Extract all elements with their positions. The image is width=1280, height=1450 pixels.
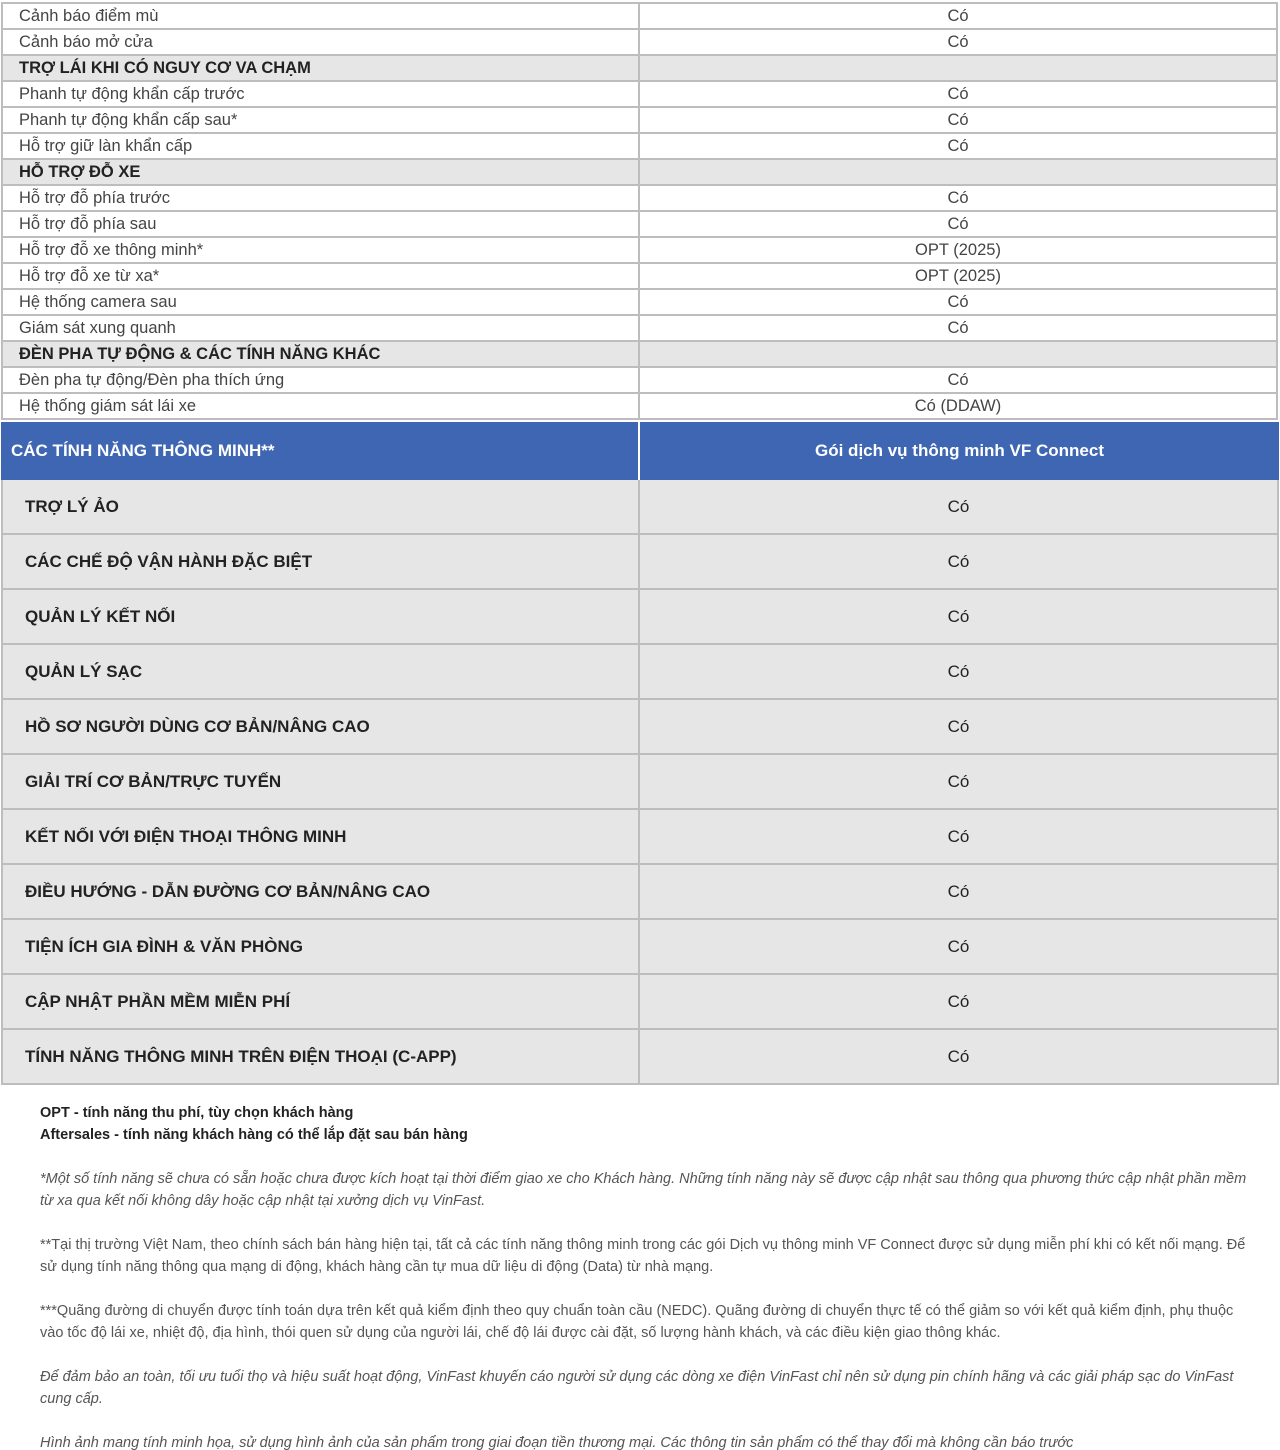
spec-value: Có bbox=[640, 212, 1278, 236]
footnote-3: ***Quãng đường di chuyển được tính toán dựa trên kết quả kiểm định theo quy chuẩn toàn cầu (NEDC). Quãng đường di chuyển thực tế có thể giảm so với kết quả kiểm định, phụ thuộc vào tốc độ lái xe, nhiệt độ, địa hình, thói quen sử dụng của người lái, chế độ lái được cài đặt, số lượng hành khách, và các điều kiện giao thông khác. bbox=[40, 1303, 1234, 1341]
smart-feature-row bbox=[3, 755, 1277, 810]
smart-feature-label: ĐIỀU HƯỚNG - DẪN ĐƯỜNG CƠ BẢN/NÂNG CAO bbox=[3, 865, 640, 918]
spec-value bbox=[640, 342, 1278, 366]
spec-section-row bbox=[1, 56, 1278, 82]
smart-feature-row bbox=[3, 700, 1277, 755]
smart-feature-row bbox=[3, 535, 1277, 590]
spec-row bbox=[1, 368, 1278, 394]
spec-row bbox=[1, 30, 1278, 56]
spec-label: Giám sát xung quanh bbox=[1, 316, 640, 340]
spec-row bbox=[1, 108, 1278, 134]
spec-value: Có bbox=[640, 4, 1278, 28]
spec-row bbox=[1, 264, 1278, 290]
spec-row bbox=[1, 134, 1278, 160]
spec-section-row bbox=[1, 160, 1278, 186]
legend-opt: OPT - tính năng thu phí, tùy chọn khách hàng bbox=[40, 1105, 354, 1121]
spec-row bbox=[1, 394, 1278, 420]
spec-label: Đèn pha tự động/Đèn pha thích ứng bbox=[1, 368, 640, 392]
smart-feature-label: CÁC CHẾ ĐỘ VẬN HÀNH ĐẶC BIỆT bbox=[3, 535, 640, 588]
smart-feature-row bbox=[3, 810, 1277, 865]
spec-value: Có bbox=[640, 316, 1278, 340]
smart-feature-value: Có bbox=[947, 991, 970, 1011]
smart-features-body bbox=[1, 480, 1279, 1085]
spec-label: Hỗ trợ giữ làn khẩn cấp bbox=[1, 134, 640, 158]
spec-row bbox=[1, 212, 1278, 238]
spec-value: Có bbox=[640, 186, 1278, 210]
smart-feature-label: KẾT NỐI VỚI ĐIỆN THOẠI THÔNG MINH bbox=[3, 810, 640, 863]
spec-value: Có bbox=[640, 30, 1278, 54]
smart-feature-row bbox=[3, 480, 1277, 535]
smart-feature-label: TÍNH NĂNG THÔNG MINH TRÊN ĐIỆN THOẠI (C-APP) bbox=[3, 1030, 640, 1083]
legend-aftersales: Aftersales - tính năng khách hàng có thể lắp đặt sau bán hàng bbox=[40, 1127, 468, 1143]
smart-feature-value: Có bbox=[947, 716, 970, 736]
spec-value: OPT (2025) bbox=[640, 238, 1278, 262]
footnote-5: Hình ảnh mang tính minh họa, sử dụng hình ảnh của sản phẩm trong giai đoạn tiền thương mại. Các thông tin sản phẩm có thể thay đổi mà không cần báo trước bbox=[40, 1435, 1074, 1450]
smart-feature-label: HỒ SƠ NGƯỜI DÙNG CƠ BẢN/NÂNG CAO bbox=[3, 700, 640, 753]
spec-value: Có bbox=[640, 368, 1278, 392]
spec-value bbox=[640, 160, 1278, 184]
smart-feature-value: Có bbox=[947, 771, 970, 791]
smart-feature-row bbox=[3, 865, 1277, 920]
smart-feature-value: Có bbox=[947, 936, 970, 956]
spec-value: OPT (2025) bbox=[640, 264, 1278, 288]
spec-row bbox=[1, 186, 1278, 212]
spec-label: Phanh tự động khẩn cấp sau* bbox=[1, 108, 640, 132]
spec-row bbox=[1, 290, 1278, 316]
smart-feature-value: Có bbox=[947, 881, 970, 901]
spec-label: Hệ thống giám sát lái xe bbox=[1, 394, 640, 418]
spec-table bbox=[1, 2, 1278, 420]
spec-label: Phanh tự động khẩn cấp trước bbox=[1, 82, 640, 106]
smart-feature-row bbox=[3, 590, 1277, 645]
spec-value: Có bbox=[640, 82, 1278, 106]
spec-value: Có bbox=[640, 290, 1278, 314]
spec-value: Có bbox=[640, 108, 1278, 132]
spec-section-label: ĐÈN PHA TỰ ĐỘNG & CÁC TÍNH NĂNG KHÁC bbox=[1, 342, 640, 366]
smart-features-header-right: Gói dịch vụ thông minh VF Connect bbox=[815, 441, 1104, 460]
smart-features-table bbox=[1, 422, 1279, 1085]
smart-feature-label: TIỆN ÍCH GIA ĐÌNH & VĂN PHÒNG bbox=[3, 920, 640, 973]
smart-feature-row bbox=[3, 920, 1277, 975]
spec-row bbox=[1, 4, 1278, 30]
spec-value bbox=[640, 56, 1278, 80]
spec-section-row bbox=[1, 342, 1278, 368]
smart-feature-row bbox=[3, 645, 1277, 700]
smart-feature-value: Có bbox=[947, 1046, 970, 1066]
spec-label: Hệ thống camera sau bbox=[1, 290, 640, 314]
footnotes bbox=[40, 1102, 1250, 1450]
footnote-4: Để đảm bảo an toàn, tối ưu tuổi thọ và hiệu suất hoạt động, VinFast khuyến cáo người sử dụng các dòng xe điện VinFast chỉ nên sử dụng pin chính hãng và các giải pháp sạc do VinFast cung cấp. bbox=[40, 1369, 1234, 1407]
spec-section-label: HỖ TRỢ ĐỖ XE bbox=[1, 160, 640, 184]
spec-label: Hỗ trợ đỗ xe từ xa* bbox=[1, 264, 640, 288]
smart-features-header-left: CÁC TÍNH NĂNG THÔNG MINH** bbox=[1, 422, 640, 480]
spec-label: Cảnh báo điểm mù bbox=[1, 4, 640, 28]
footnote-2: **Tại thị trường Việt Nam, theo chính sách bán hàng hiện tại, tất cả các tính năng thông minh trong các gói Dịch vụ thông minh VF Connect được sử dụng miễn phí khi có kết nối mạng. Để sử dụng tính năng thông qua mạng di động, khách hàng cần tự mua dữ liệu di động (Data) từ nhà mạng. bbox=[40, 1237, 1246, 1275]
smart-feature-value: Có bbox=[947, 661, 970, 681]
spec-value: Có (DDAW) bbox=[640, 394, 1278, 418]
footnote-1: *Một số tính năng sẽ chưa có sẵn hoặc chưa được kích hoạt tại thời điểm giao xe cho Khách hàng. Những tính năng này sẽ được cập nhật sau thông qua phương thức cập nhật phần mềm từ xa qua kết nối không dây hoặc cập nhật tại xưởng dịch vụ VinFast. bbox=[40, 1171, 1247, 1209]
smart-feature-label: QUẢN LÝ KẾT NỐI bbox=[3, 590, 640, 643]
spec-section-label: TRỢ LÁI KHI CÓ NGUY CƠ VA CHẠM bbox=[1, 56, 640, 80]
smart-feature-row bbox=[3, 975, 1277, 1030]
spec-value: Có bbox=[640, 134, 1278, 158]
spec-row bbox=[1, 316, 1278, 342]
spec-label: Hỗ trợ đỗ xe thông minh* bbox=[1, 238, 640, 262]
smart-feature-value: Có bbox=[947, 606, 970, 626]
smart-feature-value: Có bbox=[947, 826, 970, 846]
spec-row bbox=[1, 82, 1278, 108]
smart-feature-label: GIẢI TRÍ CƠ BẢN/TRỰC TUYẾN bbox=[3, 755, 640, 808]
spec-label: Hỗ trợ đỗ phía trước bbox=[1, 186, 640, 210]
spec-label: Cảnh báo mở cửa bbox=[1, 30, 640, 54]
spec-label: Hỗ trợ đỗ phía sau bbox=[1, 212, 640, 236]
smart-features-header bbox=[1, 422, 1279, 480]
smart-feature-value: Có bbox=[947, 496, 970, 516]
smart-feature-row bbox=[3, 1030, 1277, 1085]
smart-feature-label: CẬP NHẬT PHẦN MỀM MIỄN PHÍ bbox=[3, 975, 640, 1028]
spec-row bbox=[1, 238, 1278, 264]
smart-feature-label: QUẢN LÝ SẠC bbox=[3, 645, 640, 698]
smart-feature-label: TRỢ LÝ ẢO bbox=[3, 480, 640, 533]
smart-feature-value: Có bbox=[947, 551, 970, 571]
